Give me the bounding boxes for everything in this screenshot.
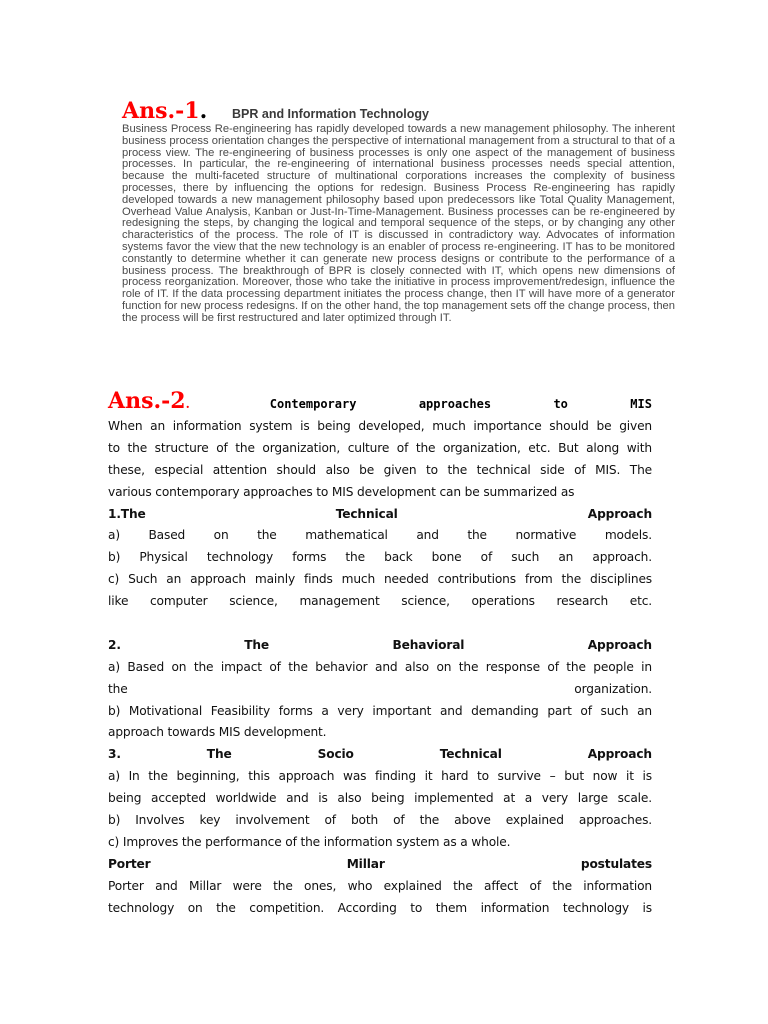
subheading-line xyxy=(108,635,652,657)
line-word: the xyxy=(108,681,128,696)
answer-2-label: Ans.-2. xyxy=(108,388,190,414)
line-word: computer xyxy=(149,594,208,609)
line-word: normative xyxy=(515,528,577,543)
line-word: like xyxy=(108,594,129,609)
line-word: operations xyxy=(471,594,535,609)
line-word: a) xyxy=(108,528,120,543)
line-word: research xyxy=(556,594,609,609)
line-word: mathematical xyxy=(305,528,388,543)
section-mis-title-word: MIS xyxy=(630,397,652,411)
line-word: technology xyxy=(206,550,274,565)
subheading-line xyxy=(108,854,652,876)
line-word: back xyxy=(384,550,413,565)
line-word: Technical xyxy=(335,506,398,521)
line-word: 2. xyxy=(108,637,121,652)
text-line: technology on the competition. According to them information technology is xyxy=(108,900,652,915)
text-line: c) Such an approach mainly finds much needed contributions from the disciplines xyxy=(108,572,652,587)
subheading-line xyxy=(108,504,652,526)
line-word: Porter xyxy=(108,856,151,871)
line-word: Approach xyxy=(587,637,652,652)
line-word: of xyxy=(393,813,405,828)
text-line: these, especial attention should also be given to the technical side of MIS. The xyxy=(108,462,652,477)
line-word: the xyxy=(467,528,487,543)
text-line: to the structure of the organization, culture of the organization, etc. But along with xyxy=(108,440,652,455)
section-mis-title xyxy=(270,397,652,411)
line-word: bone xyxy=(431,550,462,565)
line-word: b) xyxy=(108,550,121,565)
line-word: the xyxy=(345,550,365,565)
line-word: explained xyxy=(505,813,564,828)
line-word: The xyxy=(206,747,232,762)
text-line: b) Motivational Feasibility forms a very important and demanding part of such an xyxy=(108,703,652,718)
line-word: Millar xyxy=(346,856,385,871)
line-word: 1.The xyxy=(108,506,146,521)
line-word: b) xyxy=(108,813,121,828)
text-line xyxy=(108,679,652,701)
line-word: models. xyxy=(604,528,652,543)
section-mis xyxy=(108,386,652,919)
text-line xyxy=(108,547,652,569)
section-mis-title-word: approaches xyxy=(418,397,492,411)
line-word: involvement xyxy=(235,813,310,828)
line-word: Technical xyxy=(439,747,502,762)
section-mis-title-word: to xyxy=(553,397,568,411)
line-word: 3. xyxy=(108,747,121,762)
text-line: Porter and Millar were the ones, who explained the affect of the information xyxy=(108,878,652,893)
text-line xyxy=(108,810,652,832)
line-word: postulates xyxy=(580,856,652,871)
line-word: management xyxy=(299,594,380,609)
line-word: of xyxy=(480,550,493,565)
line-word: The xyxy=(244,637,270,652)
line-word: forms xyxy=(292,550,327,565)
line-word: such xyxy=(511,550,540,565)
text-line: a) Based on the impact of the behavior and also on the response of the people in xyxy=(108,659,652,674)
line-word: Approach xyxy=(587,506,652,521)
text-line: approach towards MIS development. xyxy=(108,725,327,740)
answer-1-label: Ans.-1. xyxy=(122,98,208,124)
line-word: and xyxy=(416,528,439,543)
line-word: Involves xyxy=(135,813,185,828)
text-line: various contemporary approaches to MIS development can be summarized as xyxy=(108,484,575,499)
text-line xyxy=(108,591,652,613)
section-bpr-title: BPR and Information Technology xyxy=(232,107,429,121)
section-bpr-header xyxy=(122,98,675,124)
line-word: Behavioral xyxy=(392,637,465,652)
line-word: Based xyxy=(148,528,186,543)
line-word: Socio xyxy=(317,747,354,762)
line-word: above xyxy=(454,813,491,828)
blank-line xyxy=(108,613,652,635)
line-word: key xyxy=(199,813,221,828)
line-word: on xyxy=(213,528,229,543)
line-word: approach. xyxy=(592,550,652,565)
line-word: etc. xyxy=(629,594,652,609)
text-line: When an information system is being developed, much importance should be given xyxy=(108,419,652,433)
section-bpr-paragraph: Business Process Re-engineering has rapidly developed towards a new management philosophy. The inherent business process orientation changes the perspective of international management from a structural to that of a process view. The re-engineering of business processes is only one aspect of the management of business processes. In particular, the re-engineering of international business processes needs special attention, because the multi-faceted structure of multinational corporations increases the complexity of business processes, there by influencing the options for redesign. Business Process Re-engineering has rapidly developed towards a new management philosophy based upon predecessors like Total Quality Management, Overhead Value Analysis, Kanban or Just-In-Time-Management. Business processes can be re-engineered by redesigning the steps, by changing the logical and temporal sequence of the steps, or by changing any other characteristics of the process. The role of IT is discussed in contradictory way. Advocates of information systems favor the view that the new technology is an enabler of process re-engineering. IT has to be monitored constantly to determine whether it can generate new process designs or contribute to the performance of a business process. The breakthrough of BPR is closely connected with IT, which opens new dimensions of process reorganization. Moreover, those who take the initiative in process improvement/redesign, influence the role of IT. If the data processing department initiates the process change, then IT will have more of a generator function for new process redesigns. If on the other hand, the top management sets off the change process, then the process will be first restructured and later optimized through IT. xyxy=(122,123,675,324)
line-word: the xyxy=(257,528,277,543)
line-word: an xyxy=(558,550,574,565)
section-mis-title-word: Contemporary xyxy=(269,397,357,411)
text-line: c) Improves the performance of the information system as a whole. xyxy=(108,834,511,849)
section-mis-body xyxy=(108,416,652,919)
text-line xyxy=(108,525,652,547)
line-word: of xyxy=(324,813,336,828)
line-word: Approach xyxy=(587,747,652,762)
line-word: science, xyxy=(229,594,278,609)
line-word: approaches. xyxy=(578,813,652,828)
section-bpr xyxy=(122,98,675,325)
subheading-line xyxy=(108,744,652,766)
line-word: the xyxy=(419,813,440,828)
section-mis-header xyxy=(108,386,652,416)
line-word: organization. xyxy=(574,681,652,696)
line-word: science, xyxy=(401,594,450,609)
text-line: being accepted worldwide and is also being implemented at a very large scale. xyxy=(108,791,652,806)
text-line: a) In the beginning, this approach was finding it hard to survive – but now it is xyxy=(108,769,652,784)
line-word: both xyxy=(350,813,379,828)
line-word: Physical xyxy=(139,550,188,565)
